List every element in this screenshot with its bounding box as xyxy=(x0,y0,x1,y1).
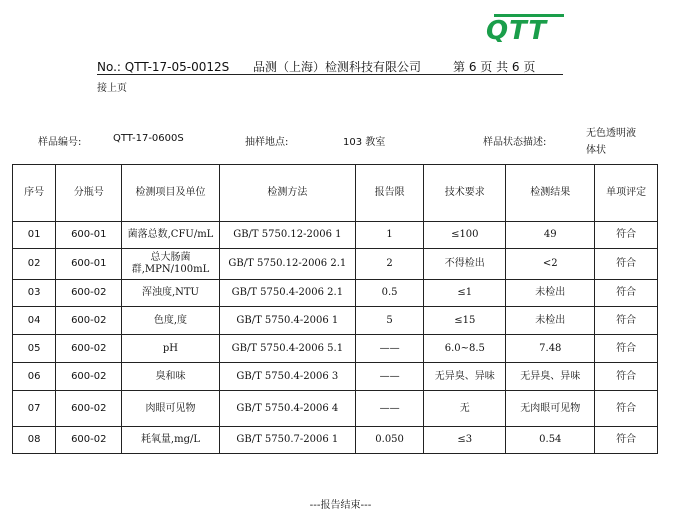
bottle-no: 600-02 xyxy=(56,335,122,363)
bottle-no: 600-02 xyxy=(56,391,122,427)
evaluation: 符合 xyxy=(595,427,658,454)
table-row xyxy=(13,335,658,363)
header-divider xyxy=(97,74,563,75)
results-table xyxy=(12,164,658,454)
requirement: ≤1 xyxy=(424,280,506,307)
evaluation: 符合 xyxy=(595,335,658,363)
requirement: ≤3 xyxy=(424,427,506,454)
evaluation: 符合 xyxy=(595,280,658,307)
row-no: 04 xyxy=(13,307,56,335)
test-item: 总大肠菌群,MPN/100mL xyxy=(122,249,219,280)
report-limit: 5 xyxy=(356,307,424,335)
test-result: 未检出 xyxy=(506,307,595,335)
report-limit: —— xyxy=(356,335,424,363)
sample-id-value: QTT-17-0600S xyxy=(113,133,184,144)
row-no: 08 xyxy=(13,427,56,454)
row-no: 01 xyxy=(13,222,56,249)
table-row xyxy=(13,280,658,307)
requirement: 不得检出 xyxy=(424,249,506,280)
row-no: 03 xyxy=(13,280,56,307)
test-result: 0.54 xyxy=(506,427,595,454)
report-limit: 0.050 xyxy=(356,427,424,454)
test-method: GB/T 5750.4-2006 1 xyxy=(219,307,355,335)
header-evaluation: 单项评定 xyxy=(595,165,658,222)
sample-state-label: 样品状态描述: xyxy=(483,137,547,148)
test-result: 无异臭、异味 xyxy=(506,363,595,391)
report-end: ---报告结束--- xyxy=(309,500,372,511)
header-requirement: 技术要求 xyxy=(424,165,506,222)
sample-id-label: 样品编号: xyxy=(38,137,82,148)
bottle-no: 600-02 xyxy=(56,427,122,454)
header-method: 检测方法 xyxy=(219,165,355,222)
table-row xyxy=(13,391,658,427)
header-limit: 报告限 xyxy=(356,165,424,222)
bottle-no: 600-01 xyxy=(56,249,122,280)
row-no: 07 xyxy=(13,391,56,427)
test-method: GB/T 5750.4-2006 3 xyxy=(219,363,355,391)
bottle-no: 600-02 xyxy=(56,363,122,391)
table-row xyxy=(13,427,658,454)
requirement: ≤100 xyxy=(424,222,506,249)
evaluation: 符合 xyxy=(595,249,658,280)
test-method: GB/T 5750.4-2006 2.1 xyxy=(219,280,355,307)
sampling-location-label: 抽样地点: xyxy=(245,137,289,148)
header-bottle: 分瓶号 xyxy=(56,165,122,222)
evaluation: 符合 xyxy=(595,307,658,335)
table-row xyxy=(13,249,658,280)
report-limit: —— xyxy=(356,363,424,391)
report-header xyxy=(97,58,562,75)
requirement: ≤15 xyxy=(424,307,506,335)
requirement: 无异臭、异味 xyxy=(424,363,506,391)
test-item: 浑浊度,NTU xyxy=(122,280,219,307)
test-method: GB/T 5750.4-2006 5.1 xyxy=(219,335,355,363)
bottle-no: 600-02 xyxy=(56,280,122,307)
report-limit: 0.5 xyxy=(356,280,424,307)
test-method: GB/T 5750.12-2006 1 xyxy=(219,222,355,249)
test-method: GB/T 5750.12-2006 2.1 xyxy=(219,249,355,280)
test-item: 菌落总数,CFU/mL xyxy=(122,222,219,249)
row-no: 02 xyxy=(13,249,56,280)
bottle-no: 600-01 xyxy=(56,222,122,249)
header-item: 检测项目及单位 xyxy=(122,165,219,222)
requirement: 无 xyxy=(424,391,506,427)
test-method: GB/T 5750.7-2006 1 xyxy=(219,427,355,454)
table-header-row xyxy=(13,165,658,222)
table-row xyxy=(13,363,658,391)
report-limit: 1 xyxy=(356,222,424,249)
sample-state-line1: 无色透明液 xyxy=(586,128,636,139)
test-result: 未检出 xyxy=(506,280,595,307)
test-result: 7.48 xyxy=(506,335,595,363)
bottle-no: 600-02 xyxy=(56,307,122,335)
header-result: 检测结果 xyxy=(506,165,595,222)
continued-note: 接上页 xyxy=(97,83,127,94)
test-item: 肉眼可见物 xyxy=(122,391,219,427)
test-result: <2 xyxy=(506,249,595,280)
page-indicator: 第 6 页 共 6 页 xyxy=(453,60,536,74)
sampling-location-value: 103 教室 xyxy=(343,137,386,148)
test-result: 49 xyxy=(506,222,595,249)
row-no: 05 xyxy=(13,335,56,363)
test-item: 色度,度 xyxy=(122,307,219,335)
table-row xyxy=(13,307,658,335)
evaluation: 符合 xyxy=(595,222,658,249)
requirement: 6.0~8.5 xyxy=(424,335,506,363)
test-item: 臭和味 xyxy=(122,363,219,391)
qtt-logo xyxy=(486,12,566,42)
report-limit: —— xyxy=(356,391,424,427)
test-item: 耗氧量,mg/L xyxy=(122,427,219,454)
company-name: 品测（上海）检测科技有限公司 xyxy=(253,60,422,74)
evaluation: 符合 xyxy=(595,363,658,391)
report-limit: 2 xyxy=(356,249,424,280)
evaluation: 符合 xyxy=(595,391,658,427)
test-result: 无肉眼可见物 xyxy=(506,391,595,427)
sample-state-line2: 体状 xyxy=(586,145,606,156)
test-item: pH xyxy=(122,335,219,363)
test-method: GB/T 5750.4-2006 4 xyxy=(219,391,355,427)
report-number: No.: QTT-17-05-0012S xyxy=(97,60,230,74)
table-row xyxy=(13,222,658,249)
header-no: 序号 xyxy=(13,165,56,222)
table-body xyxy=(13,222,658,454)
row-no: 06 xyxy=(13,363,56,391)
logo-text: QTT xyxy=(486,16,548,42)
